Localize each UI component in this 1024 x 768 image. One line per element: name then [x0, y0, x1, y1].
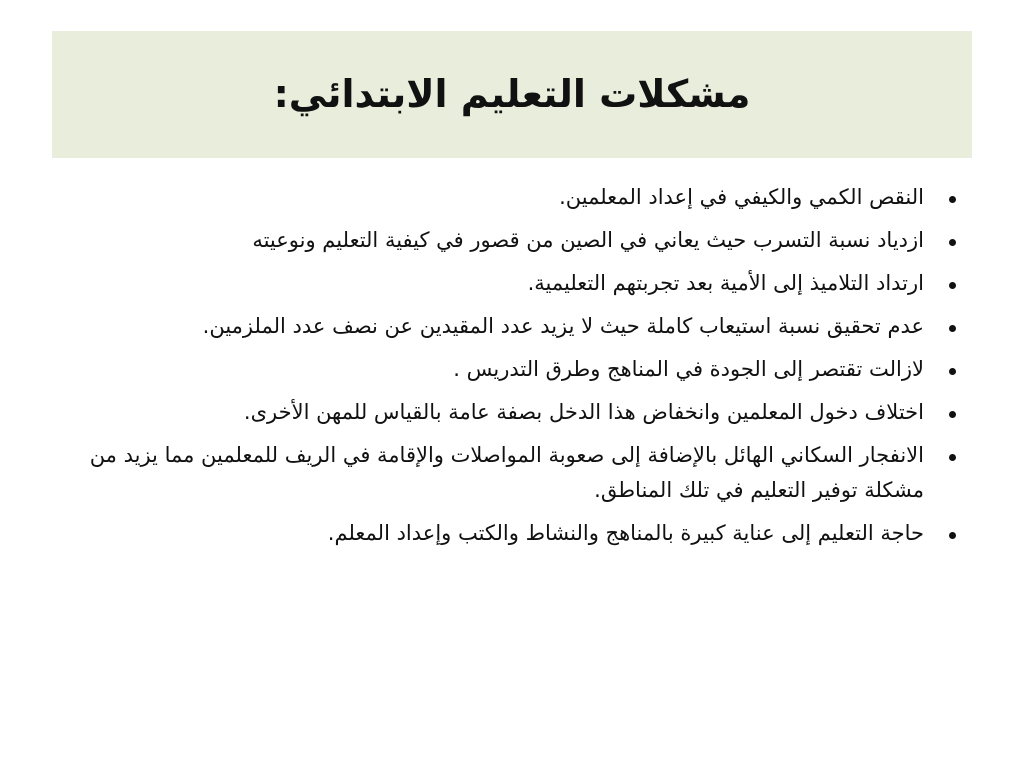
bullet-text: اختلاف دخول المعلمين وانخفاض هذا الدخل بصفة عامة بالقياس للمهن الأخرى. [243, 400, 924, 424]
bullet-text: ارتداد التلاميذ إلى الأمية بعد تجربتهم التعليمية. [527, 271, 924, 295]
bullet-text: لازالت تقتصر إلى الجودة في المناهج وطرق التدريس . [453, 357, 924, 381]
title-band [52, 31, 972, 158]
bullet-item-4 [52, 309, 972, 344]
slide-title: مشكلات التعليم الابتدائي: [273, 71, 751, 116]
bullet-item-8 [52, 516, 972, 551]
bullet-dot-icon [949, 196, 956, 203]
bullet-item-7 [52, 438, 972, 508]
bullet-item-5 [52, 352, 972, 387]
bullet-dot-icon [949, 411, 956, 418]
bullet-text: حاجة التعليم إلى عناية كبيرة بالمناهج والنشاط والكتب وإعداد المعلم. [327, 521, 924, 545]
bullet-dot-icon [949, 282, 956, 289]
bullet-text: ازدياد نسبة التسرب حيث يعاني في الصين من قصور في كيفية التعليم ونوعيته [252, 228, 924, 252]
bullet-item-1 [52, 180, 972, 215]
bullet-dot-icon [949, 368, 956, 375]
bullet-item-3 [52, 266, 972, 301]
slide-content [52, 180, 972, 559]
bullet-text: الانفجار السكاني الهائل بالإضافة إلى صعوبة المواصلات والإقامة في الريف للمعلمين مما يزيد من مشكلة توفير التعليم في تلك المناطق. [89, 443, 924, 502]
bullet-list [52, 180, 972, 551]
bullet-text: عدم تحقيق نسبة استيعاب كاملة حيث لا يزيد عدد المقيدين عن نصف عدد الملزمين. [202, 314, 924, 338]
bullet-dot-icon [949, 454, 956, 461]
bullet-dot-icon [949, 532, 956, 539]
bullet-dot-icon [949, 239, 956, 246]
bullet-item-6 [52, 395, 972, 430]
bullet-text: النقص الكمي والكيفي في إعداد المعلمين. [559, 185, 924, 209]
bullet-item-2 [52, 223, 972, 258]
bullet-dot-icon [949, 325, 956, 332]
